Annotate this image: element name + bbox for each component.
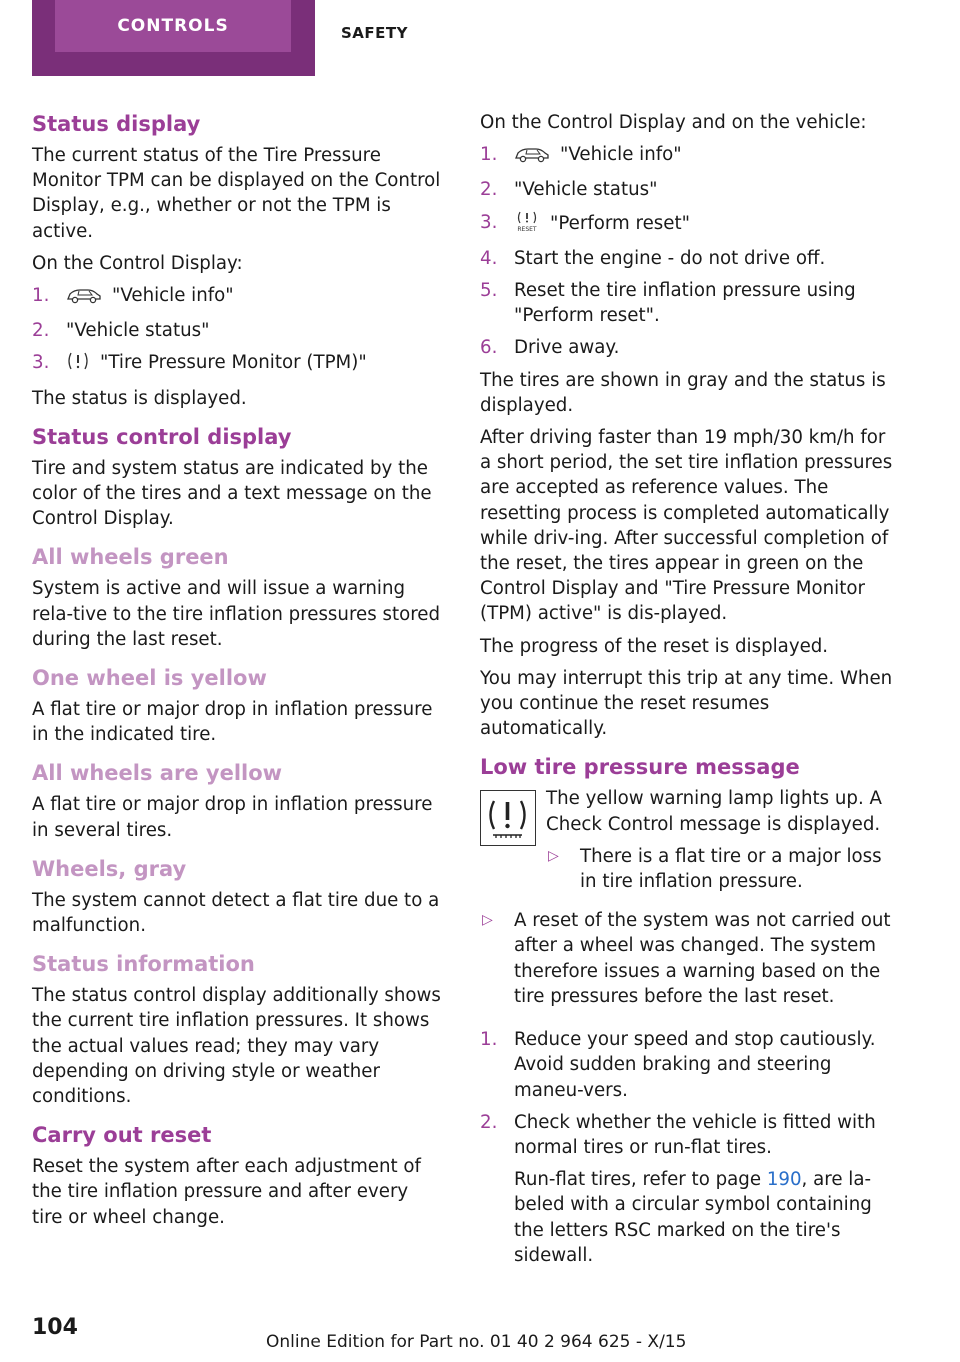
step-text: "Vehicle status" — [514, 179, 658, 201]
paragraph: A flat tire or major drop in inflation pressure in several tires. — [32, 794, 433, 841]
step-number: 2. — [32, 320, 50, 342]
list-item — [480, 335, 900, 360]
section-status-control — [32, 423, 444, 532]
paragraph: The progress of the reset is displayed. — [480, 635, 829, 657]
step-text: "Tire Pressure Monitor (TPM)" — [100, 352, 367, 374]
list-item — [480, 177, 900, 202]
paragraph: After driving faster than 19 mph/30 km/h for a short period, the set tire inflation pressures are accepted as reference values. The resetting process is completed automatically while driv-ing. After successful completion of the reset, the tires appear in green on the Control Display and "Tire Pressure Monitor (TPM) active" is dis-played. — [480, 427, 893, 625]
paragraph: The tires are shown in gray and the status is displayed. — [480, 369, 886, 416]
heading-status-display: Status display — [32, 112, 201, 136]
step-text: "Vehicle info" — [560, 144, 682, 166]
runflat-text-post: , are la-beled with a circular symbol containing the letters RSC marked on the tire's sidewall. — [514, 1169, 872, 1266]
step-number: 2. — [480, 179, 498, 201]
heading-carry-out-reset: Carry out reset — [32, 1123, 212, 1148]
step-text: "Vehicle status" — [66, 320, 210, 342]
page-link[interactable]: 190 — [766, 1169, 802, 1191]
bullet-list — [480, 908, 900, 1009]
car-icon — [514, 145, 550, 170]
heading-all-wheels-yellow: All wheels are yellow — [32, 761, 283, 786]
bullet-text: There is a flat tire or a major loss in tire inflation pressure. — [580, 845, 882, 893]
paragraph: The system cannot detect a flat tire due to a malfunction. — [32, 889, 440, 937]
list-item — [32, 318, 444, 343]
section-wheels-gray — [32, 855, 444, 938]
list-item — [32, 283, 444, 311]
reset-icon — [514, 210, 540, 239]
paragraph: The yellow warning lamp lights up. A Check Control message is displayed. — [546, 788, 882, 835]
warning-lamp-text-block — [546, 786, 900, 901]
action-steps-list — [480, 1027, 900, 1160]
bullet-text: A reset of the system was not carried out after a wheel was changed. The system therefore issues a warning based on the tire pressures before the last reset. — [514, 910, 891, 1007]
section-low-tire-pressure — [480, 753, 900, 1267]
list-item — [480, 142, 900, 170]
warning-lamp-row — [480, 786, 900, 901]
step-text: "Vehicle info" — [112, 285, 234, 307]
tab-controls[interactable]: CONTROLS — [55, 0, 291, 52]
heading-status-information: Status information — [32, 952, 255, 977]
paragraph: A flat tire or major drop in inflation pressure in the indicated tire. — [32, 699, 433, 746]
paragraph: On the Control Display and on the vehicle: — [480, 112, 867, 133]
list-item — [480, 278, 900, 328]
step-text: Start the engine - do not drive off. — [514, 247, 826, 269]
step-text: Reset the tire inflation pressure using "Perform reset". — [514, 280, 856, 327]
runflat-paragraph — [480, 1167, 900, 1268]
section-one-wheel-yellow — [32, 664, 444, 747]
heading-wheels-gray: Wheels, gray — [32, 856, 187, 881]
section-carry-out-reset — [32, 1121, 444, 1230]
step-number: 1. — [480, 144, 498, 166]
tpm-warning-icon — [66, 351, 90, 378]
step-number: 1. — [480, 1029, 498, 1051]
section-status-information — [32, 950, 444, 1109]
paragraph: The current status of the Tire Pressure Monitor TPM can be displayed on the Control Display, e.g., whether or not the TPM is active. — [32, 145, 441, 242]
section-all-wheels-green — [32, 543, 444, 652]
list-item — [480, 908, 900, 1009]
list-item — [32, 350, 444, 378]
step-text: Reduce your speed and stop cautiously. Avoid sudden braking and steering maneu-vers. — [514, 1029, 876, 1101]
list-item — [480, 210, 900, 239]
step-number: 6. — [480, 337, 498, 359]
tire-pressure-warning-lamp-icon — [480, 790, 536, 846]
reset-steps-list — [480, 142, 900, 360]
step-text: Drive away. — [514, 337, 620, 359]
steps-list — [32, 283, 444, 379]
paragraph: System is active and will issue a warning rela-tive to the tire inflation pressures stored during the last reset. — [32, 578, 441, 650]
footer-edition: Online Edition for Part no. 01 40 2 964 625 - X/15 — [266, 1332, 687, 1352]
step-number: 5. — [480, 280, 498, 302]
paragraph: Tire and system status are indicated by the color of the tires and a text message on the Control Display. — [32, 457, 432, 530]
step-number: 3. — [32, 352, 50, 374]
step-text: Check whether the vehicle is fitted with normal tires or run-flat tires. — [514, 1111, 876, 1158]
heading-status-control-display: Status control display — [32, 424, 292, 449]
runflat-text-pre: Run-flat tires, refer to page — [514, 1169, 767, 1191]
paragraph: Reset the system after each adjustment of the tire inflation pressure and after every tire or wheel change. — [32, 1156, 421, 1228]
heading-all-wheels-green: All wheels green — [32, 545, 229, 570]
step-text: "Perform reset" — [550, 212, 690, 234]
list-item — [480, 1110, 900, 1160]
list-item — [546, 844, 900, 894]
section-all-wheels-yellow — [32, 759, 444, 842]
step-number: 2. — [480, 1111, 498, 1133]
heading-one-wheel-yellow: One wheel is yellow — [32, 666, 267, 691]
paragraph: You may interrupt this trip at any time. When you continue the reset resumes automatically. — [480, 667, 893, 740]
left-column — [32, 110, 444, 1237]
triangle-bullet-icon: ▷ — [482, 912, 493, 929]
list-item — [480, 1027, 900, 1103]
page-number: 104 — [32, 1315, 78, 1340]
step-number: 4. — [480, 247, 498, 269]
paragraph: The status control display additionally shows the current tire inflation pressures. It shows the actual values read; they may vary depending on driving style or weather conditions. — [32, 985, 441, 1108]
list-item — [480, 246, 900, 271]
right-column — [480, 110, 900, 1275]
svg-text:RESET: RESET — [517, 225, 537, 232]
paragraph: On the Control Display: — [32, 252, 243, 274]
step-number: 1. — [32, 285, 50, 307]
triangle-bullet-icon: ▷ — [548, 847, 559, 864]
paragraph: The status is displayed. — [32, 387, 247, 409]
tab-safety[interactable]: SAFETY — [341, 24, 408, 42]
heading-low-tire-pressure: Low tire pressure message — [480, 755, 800, 780]
bullet-list — [546, 844, 900, 894]
step-number: 3. — [480, 211, 498, 233]
car-icon — [66, 286, 102, 311]
